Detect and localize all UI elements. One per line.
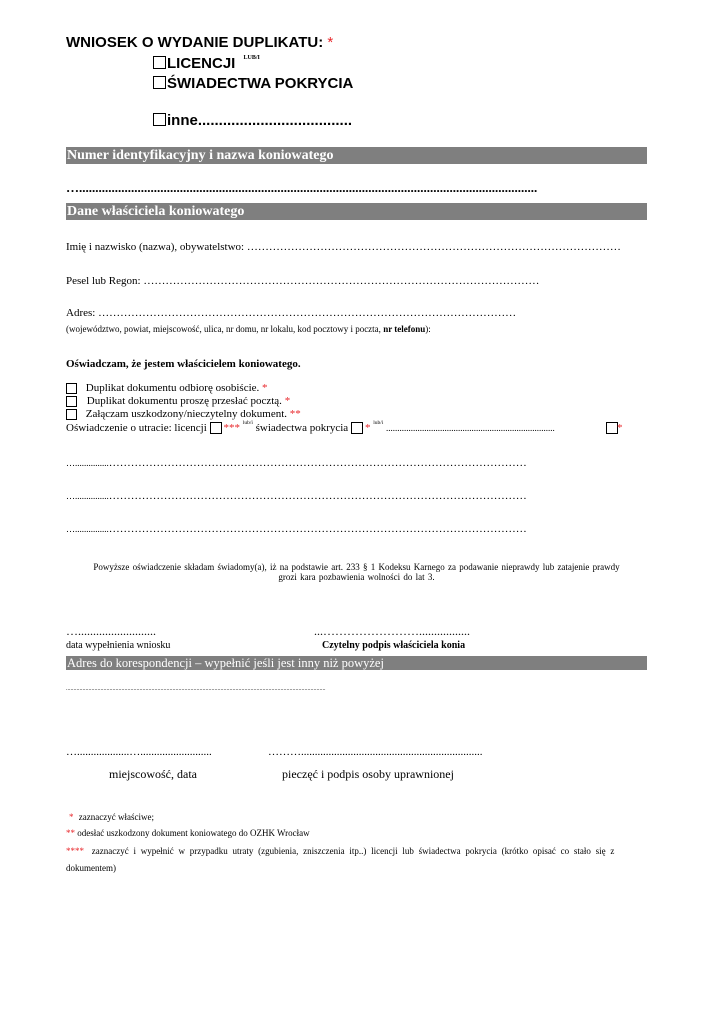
footnote-1 (66, 812, 154, 822)
stamp-label: pieczęć i podpis osoby uprawnionej (282, 767, 454, 781)
form-title-text: WNIOSEK O WYDANIE DUPLIKATU: (66, 34, 324, 51)
address-label: Adres: (66, 307, 96, 319)
loss-description-line[interactable] (66, 457, 527, 469)
loss-other-field[interactable]: ........................................................................... (386, 423, 555, 433)
correspondence-address-field[interactable]: ............................................................................................................................................................................. (66, 686, 326, 692)
place-date-field[interactable]: …...................….......................... (66, 746, 212, 758)
checkbox-icon[interactable] (153, 76, 166, 89)
checkbox-icon[interactable] (66, 383, 77, 394)
checkbox-icon[interactable] (153, 56, 166, 69)
address-hint (66, 324, 431, 334)
option-inne[interactable] (153, 112, 352, 129)
option-pickup-label: Duplikat dokumentu odbiorę osobiście. (85, 382, 260, 394)
option-mail-label: Duplikat dokumentu proszę przesłać pocztą. (86, 395, 282, 407)
line-dots: …………………………………………………………………………………………………… (108, 490, 527, 502)
legal-statement (66, 562, 647, 582)
signature-label: Czytelny podpis właściciela konia (322, 640, 466, 651)
line-prefix: …............... (66, 524, 109, 534)
loss-sup: lub/i (373, 420, 384, 426)
checkbox-icon[interactable] (66, 396, 77, 407)
checkbox-icon[interactable] (210, 422, 222, 434)
form-title (66, 34, 333, 51)
footnote-mark: * (69, 812, 74, 822)
required-star: * (617, 422, 623, 434)
pesel-field[interactable]: ……………………………………………………………………………………………… (143, 275, 540, 287)
footnote-3-cont: dokumentem) (66, 863, 116, 873)
section-owner-header (66, 203, 647, 220)
required-star: ** (289, 408, 301, 420)
line-prefix: …............... (66, 491, 109, 501)
legal-line-1: Powyższe oświadczenie składam świadomy(a), iż na podstawie art. 233 § 1 Kodeksu Karnego za podawanie nieprawdy lub zatajenie prawdy (93, 562, 620, 572)
required-star: * (327, 34, 334, 51)
signature-field[interactable]: ...……………………................. (314, 624, 470, 638)
date-label: data wypełnienia wniosku (66, 640, 171, 651)
footnote-3 (66, 846, 646, 856)
stamp-field[interactable]: ……….................................................................. (268, 746, 483, 758)
option-attach-label: Załączam uszkodzony/nieczytelny dokument. (85, 408, 288, 420)
identification-field[interactable]: …............................................................................................................................................. (66, 180, 538, 195)
pesel-label: Pesel lub Regon: (66, 275, 141, 287)
footnote-text: odesłać uszkodzony dokument koniowatego do OZHK Wrocław (77, 828, 310, 838)
checkbox-icon[interactable] (66, 409, 77, 420)
section-identification-title: Numer identyfikacyjny i nazwa koniowatego (67, 148, 334, 163)
date-field[interactable]: ….......................... (66, 624, 156, 638)
line-prefix: …............... (66, 458, 109, 468)
option-attach[interactable] (66, 408, 301, 420)
checkbox-icon[interactable] (351, 422, 363, 434)
address-hint-phone: nr telefonu (383, 324, 426, 334)
option-licencji-sup: LUB/I (243, 55, 260, 61)
ownership-statement: Oświadczam, że jestem właścicielem koniowatego. (66, 358, 301, 370)
option-pickup[interactable] (66, 382, 268, 394)
place-date-label: miejscowość, data (109, 767, 197, 781)
owner-name-label: Imię i nazwisko (nazwa), obywatelstwo: (66, 241, 245, 253)
section-owner-title: Dane właściciela koniowatego (67, 204, 245, 219)
option-licencji[interactable] (153, 55, 260, 72)
required-star: * (364, 422, 371, 434)
loss-other-option[interactable] (606, 422, 623, 434)
loss-description-line[interactable] (66, 490, 527, 502)
section-correspondence-header (66, 656, 647, 670)
option-mail[interactable] (66, 395, 290, 407)
loss-sup: lub/i (242, 420, 253, 426)
section-identification-header (66, 147, 647, 164)
line-dots: …………………………………………………………………………………………………… (108, 523, 527, 535)
line-dots: …………………………………………………………………………………………………… (108, 457, 527, 469)
section-correspondence-title: Adres do korespondencji – wypełnić jeśli jest inny niż powyżej (67, 656, 384, 670)
loss-statement-row (66, 422, 555, 434)
owner-name-row (66, 241, 621, 253)
required-star: *** (223, 422, 241, 434)
option-swiadectwa-label: ŚWIADECTWA POKRYCIA (167, 75, 354, 92)
footnote-text: zaznaczyć i wypełnić w przypadku utraty (zgubienia, zniszczenia itp..) licencji lub świadectwa pokrycia (krótko opisać co stało się z (91, 846, 615, 856)
owner-name-field[interactable]: ………………………………………………………………………………………… (246, 241, 621, 253)
address-hint-end: ): (425, 324, 431, 334)
address-field[interactable]: …………………………………………………………………………………………………… (98, 307, 517, 319)
required-star: * (284, 395, 291, 407)
legal-line-2: grozi kara pozbawienia wolności do lat 3. (278, 572, 435, 582)
footnote-mark: ** (66, 828, 75, 838)
checkbox-icon[interactable] (153, 113, 166, 126)
pesel-row (66, 275, 539, 287)
loss-mid-label: świadectwa pokrycia (255, 422, 349, 434)
option-swiadectwa[interactable] (153, 75, 353, 92)
option-inne-label: inne..................................... (167, 112, 353, 129)
loss-description-line[interactable] (66, 523, 527, 535)
loss-label: Oświadczenie o utracie: licencji (66, 422, 207, 434)
address-row (66, 307, 516, 319)
required-star: * (262, 382, 268, 394)
footnote-2 (66, 828, 310, 838)
address-hint-text: (województwo, powiat, miejscowość, ulica, nr domu, nr lokalu, kod pocztowy i poczta, (66, 324, 381, 334)
footnote-text: zaznaczyć właściwe; (78, 812, 154, 822)
footnote-mark: **** (66, 846, 84, 856)
option-licencji-label: LICENCJI (167, 55, 236, 72)
